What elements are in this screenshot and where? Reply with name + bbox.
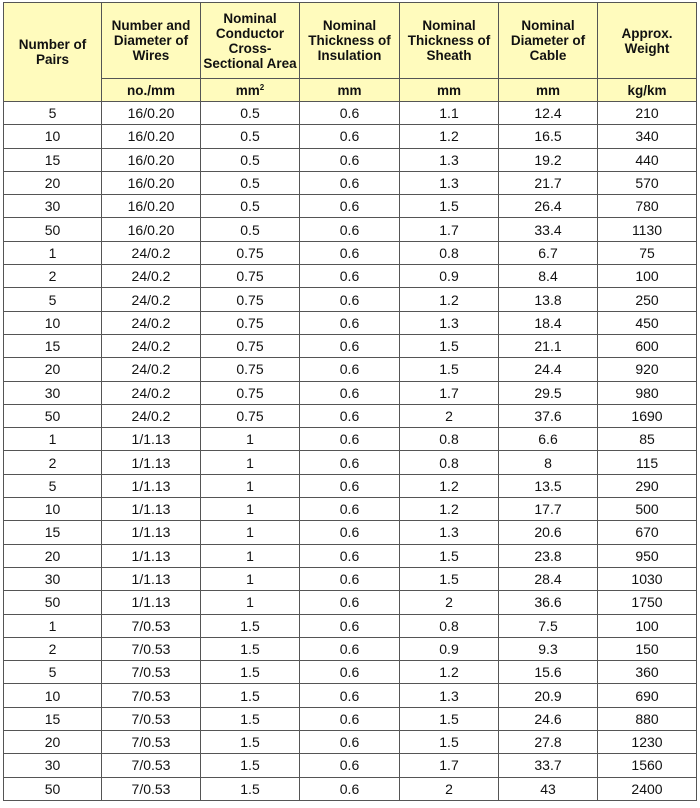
sheath-cell: 1.3: [400, 148, 499, 171]
unit-weight: kg/km: [598, 79, 697, 102]
header-approx-weight: Approx. Weight: [598, 3, 697, 79]
sheath-cell: 1.2: [400, 288, 499, 311]
area-cell: 1: [201, 498, 300, 521]
diameter-cell: 36.6: [499, 591, 598, 614]
table-row: [4, 754, 697, 777]
pairs-cell: 15: [4, 521, 102, 544]
insulation-cell: 0.6: [300, 311, 400, 334]
table-row: [4, 358, 697, 381]
table-row: [4, 451, 697, 474]
table-row: [4, 218, 697, 241]
wires-cell: 24/0.2: [102, 241, 201, 264]
weight-cell: 1690: [598, 404, 697, 427]
diameter-cell: 8.4: [499, 265, 598, 288]
wires-cell: 7/0.53: [102, 684, 201, 707]
wires-cell: 16/0.20: [102, 102, 201, 125]
wires-cell: 1/1.13: [102, 498, 201, 521]
weight-cell: 340: [598, 125, 697, 148]
header-sheath-thickness: Nominal Thickness of Sheath: [400, 3, 499, 79]
pairs-cell: 10: [4, 125, 102, 148]
wires-cell: 24/0.2: [102, 311, 201, 334]
wires-cell: 1/1.13: [102, 567, 201, 590]
sheath-cell: 1.5: [400, 544, 499, 567]
insulation-cell: 0.6: [300, 404, 400, 427]
weight-cell: 440: [598, 148, 697, 171]
area-cell: 0.5: [201, 148, 300, 171]
table-row: [4, 777, 697, 800]
wires-cell: 7/0.53: [102, 637, 201, 660]
pairs-cell: 30: [4, 195, 102, 218]
diameter-cell: 18.4: [499, 311, 598, 334]
diameter-cell: 20.9: [499, 684, 598, 707]
area-cell: 1.5: [201, 684, 300, 707]
sheath-cell: 0.9: [400, 265, 499, 288]
diameter-cell: 17.7: [499, 498, 598, 521]
pairs-cell: 2: [4, 451, 102, 474]
sheath-cell: 0.8: [400, 614, 499, 637]
sheath-cell: 1.3: [400, 311, 499, 334]
area-cell: 1: [201, 567, 300, 590]
table-row: [4, 661, 697, 684]
header-cable-diameter: Nominal Diameter of Cable: [499, 3, 598, 79]
weight-cell: 450: [598, 311, 697, 334]
pairs-cell: 10: [4, 498, 102, 521]
insulation-cell: 0.6: [300, 567, 400, 590]
table-row: [4, 381, 697, 404]
unit-area-exponent: 2: [259, 82, 265, 92]
wires-cell: 7/0.53: [102, 754, 201, 777]
weight-cell: 1560: [598, 754, 697, 777]
diameter-cell: 12.4: [499, 102, 598, 125]
area-cell: 1: [201, 428, 300, 451]
pairs-cell: 1: [4, 241, 102, 264]
diameter-cell: 26.4: [499, 195, 598, 218]
diameter-cell: 21.1: [499, 334, 598, 357]
area-cell: 0.75: [201, 334, 300, 357]
area-cell: 0.75: [201, 404, 300, 427]
unit-diameter: mm: [499, 79, 598, 102]
insulation-cell: 0.6: [300, 195, 400, 218]
sheath-cell: 1.2: [400, 125, 499, 148]
sheath-cell: 2: [400, 404, 499, 427]
insulation-cell: 0.6: [300, 684, 400, 707]
diameter-cell: 19.2: [499, 148, 598, 171]
area-cell: 1.5: [201, 754, 300, 777]
pairs-cell: 50: [4, 777, 102, 800]
table-row: [4, 567, 697, 590]
wires-cell: 1/1.13: [102, 428, 201, 451]
wires-cell: 16/0.20: [102, 148, 201, 171]
table-row: [4, 684, 697, 707]
area-cell: 1: [201, 451, 300, 474]
sheath-cell: 2: [400, 591, 499, 614]
insulation-cell: 0.6: [300, 591, 400, 614]
pairs-cell: 50: [4, 218, 102, 241]
diameter-cell: 24.4: [499, 358, 598, 381]
pairs-cell: 15: [4, 148, 102, 171]
insulation-cell: 0.6: [300, 125, 400, 148]
weight-cell: 500: [598, 498, 697, 521]
sheath-cell: 1.2: [400, 474, 499, 497]
wires-cell: 1/1.13: [102, 591, 201, 614]
pairs-cell: 2: [4, 637, 102, 660]
wires-cell: 24/0.2: [102, 404, 201, 427]
area-cell: 1: [201, 521, 300, 544]
area-cell: 0.5: [201, 102, 300, 125]
pairs-cell: 1: [4, 428, 102, 451]
diameter-cell: 6.7: [499, 241, 598, 264]
header-wires: Number and Diameter of Wires: [102, 3, 201, 79]
weight-cell: 150: [598, 637, 697, 660]
area-cell: 1: [201, 544, 300, 567]
sheath-cell: 0.8: [400, 451, 499, 474]
weight-cell: 100: [598, 265, 697, 288]
pairs-cell: 50: [4, 591, 102, 614]
area-cell: 1.5: [201, 707, 300, 730]
sheath-cell: 1.5: [400, 567, 499, 590]
table-row: [4, 265, 697, 288]
pairs-cell: 2: [4, 265, 102, 288]
sheath-cell: 1.2: [400, 498, 499, 521]
sheath-cell: 1.3: [400, 684, 499, 707]
unit-insulation: mm: [300, 79, 400, 102]
wires-cell: 1/1.13: [102, 451, 201, 474]
table-row: [4, 591, 697, 614]
table-body: [4, 102, 697, 801]
weight-cell: 100: [598, 614, 697, 637]
weight-cell: 75: [598, 241, 697, 264]
insulation-cell: 0.6: [300, 661, 400, 684]
insulation-cell: 0.6: [300, 171, 400, 194]
diameter-cell: 29.5: [499, 381, 598, 404]
insulation-cell: 0.6: [300, 451, 400, 474]
area-cell: 0.5: [201, 171, 300, 194]
table-row: [4, 731, 697, 754]
cable-spec-table: [3, 2, 697, 801]
pairs-cell: 10: [4, 684, 102, 707]
area-cell: 0.75: [201, 241, 300, 264]
pairs-cell: 20: [4, 544, 102, 567]
table-row: [4, 637, 697, 660]
weight-cell: 210: [598, 102, 697, 125]
diameter-cell: 6.6: [499, 428, 598, 451]
pairs-cell: 10: [4, 311, 102, 334]
wires-cell: 24/0.2: [102, 358, 201, 381]
insulation-cell: 0.6: [300, 731, 400, 754]
table-row: [4, 311, 697, 334]
wires-cell: 24/0.2: [102, 265, 201, 288]
diameter-cell: 9.3: [499, 637, 598, 660]
weight-cell: 570: [598, 171, 697, 194]
table-row: [4, 404, 697, 427]
weight-cell: 360: [598, 661, 697, 684]
wires-cell: 24/0.2: [102, 381, 201, 404]
table-row: [4, 148, 697, 171]
area-cell: 1.5: [201, 731, 300, 754]
sheath-cell: 1.7: [400, 381, 499, 404]
table-row: [4, 102, 697, 125]
weight-cell: 980: [598, 381, 697, 404]
sheath-cell: 1.5: [400, 195, 499, 218]
insulation-cell: 0.6: [300, 474, 400, 497]
diameter-cell: 23.8: [499, 544, 598, 567]
sheath-cell: 1.5: [400, 358, 499, 381]
pairs-cell: 5: [4, 102, 102, 125]
wires-cell: 16/0.20: [102, 195, 201, 218]
wires-cell: 7/0.53: [102, 614, 201, 637]
sheath-cell: 1.7: [400, 754, 499, 777]
sheath-cell: 1.5: [400, 707, 499, 730]
insulation-cell: 0.6: [300, 265, 400, 288]
weight-cell: 1030: [598, 567, 697, 590]
pairs-cell: 30: [4, 754, 102, 777]
wires-cell: 1/1.13: [102, 474, 201, 497]
table-row: [4, 334, 697, 357]
table-row: [4, 498, 697, 521]
weight-cell: 600: [598, 334, 697, 357]
diameter-cell: 21.7: [499, 171, 598, 194]
pairs-cell: 50: [4, 404, 102, 427]
diameter-cell: 13.8: [499, 288, 598, 311]
table-row: [4, 474, 697, 497]
area-cell: 1.5: [201, 637, 300, 660]
diameter-cell: 43: [499, 777, 598, 800]
weight-cell: 1750: [598, 591, 697, 614]
weight-cell: 115: [598, 451, 697, 474]
sheath-cell: 1.7: [400, 218, 499, 241]
area-cell: 1.5: [201, 661, 300, 684]
weight-cell: 290: [598, 474, 697, 497]
wires-cell: 7/0.53: [102, 777, 201, 800]
insulation-cell: 0.6: [300, 148, 400, 171]
table-row: [4, 521, 697, 544]
table-row: [4, 707, 697, 730]
table-row: [4, 614, 697, 637]
pairs-cell: 5: [4, 288, 102, 311]
unit-sheath: mm: [400, 79, 499, 102]
table-header: [4, 3, 697, 102]
diameter-cell: 27.8: [499, 731, 598, 754]
sheath-cell: 0.8: [400, 241, 499, 264]
insulation-cell: 0.6: [300, 614, 400, 637]
table-row: [4, 288, 697, 311]
wires-cell: 16/0.20: [102, 171, 201, 194]
table-row: [4, 544, 697, 567]
insulation-cell: 0.6: [300, 521, 400, 544]
sheath-cell: 0.9: [400, 637, 499, 660]
sheath-cell: 2: [400, 777, 499, 800]
wires-cell: 1/1.13: [102, 544, 201, 567]
weight-cell: 880: [598, 707, 697, 730]
insulation-cell: 0.6: [300, 218, 400, 241]
area-cell: 0.75: [201, 288, 300, 311]
wires-cell: 7/0.53: [102, 707, 201, 730]
insulation-cell: 0.6: [300, 381, 400, 404]
wires-cell: 1/1.13: [102, 521, 201, 544]
table-row: [4, 195, 697, 218]
pairs-cell: 20: [4, 731, 102, 754]
wires-cell: 24/0.2: [102, 334, 201, 357]
insulation-cell: 0.6: [300, 544, 400, 567]
area-cell: 1: [201, 591, 300, 614]
weight-cell: 950: [598, 544, 697, 567]
area-cell: 1: [201, 474, 300, 497]
area-cell: 0.75: [201, 311, 300, 334]
weight-cell: 250: [598, 288, 697, 311]
weight-cell: 920: [598, 358, 697, 381]
weight-cell: 780: [598, 195, 697, 218]
pairs-cell: 15: [4, 707, 102, 730]
insulation-cell: 0.6: [300, 428, 400, 451]
pairs-cell: 20: [4, 358, 102, 381]
pairs-cell: 5: [4, 474, 102, 497]
weight-cell: 85: [598, 428, 697, 451]
unit-wires: no./mm: [102, 79, 201, 102]
weight-cell: 1130: [598, 218, 697, 241]
area-cell: 1.5: [201, 614, 300, 637]
header-row: [4, 3, 697, 79]
diameter-cell: 37.6: [499, 404, 598, 427]
unit-area: [201, 79, 300, 102]
pairs-cell: 1: [4, 614, 102, 637]
sheath-cell: 0.8: [400, 428, 499, 451]
area-cell: 0.75: [201, 381, 300, 404]
area-cell: 0.5: [201, 218, 300, 241]
diameter-cell: 33.4: [499, 218, 598, 241]
diameter-cell: 8: [499, 451, 598, 474]
insulation-cell: 0.6: [300, 777, 400, 800]
table-row: [4, 125, 697, 148]
table-row: [4, 241, 697, 264]
insulation-cell: 0.6: [300, 707, 400, 730]
insulation-cell: 0.6: [300, 754, 400, 777]
diameter-cell: 13.5: [499, 474, 598, 497]
weight-cell: 670: [598, 521, 697, 544]
area-cell: 0.5: [201, 125, 300, 148]
area-cell: 0.5: [201, 195, 300, 218]
sheath-cell: 1.5: [400, 731, 499, 754]
diameter-cell: 15.6: [499, 661, 598, 684]
pairs-cell: 20: [4, 171, 102, 194]
header-insulation-thickness: Nominal Thickness of Insulation: [300, 3, 400, 79]
area-cell: 0.75: [201, 265, 300, 288]
weight-cell: 1230: [598, 731, 697, 754]
insulation-cell: 0.6: [300, 498, 400, 521]
wires-cell: 16/0.20: [102, 125, 201, 148]
table-row: [4, 171, 697, 194]
weight-cell: 2400: [598, 777, 697, 800]
diameter-cell: 16.5: [499, 125, 598, 148]
weight-cell: 690: [598, 684, 697, 707]
sheath-cell: 1.3: [400, 521, 499, 544]
pairs-cell: 30: [4, 381, 102, 404]
header-cross-sectional-area: Nominal Conductor Cross-Sectional Area: [201, 3, 300, 79]
insulation-cell: 0.6: [300, 334, 400, 357]
sheath-cell: 1.3: [400, 171, 499, 194]
diameter-cell: 20.6: [499, 521, 598, 544]
area-cell: 1.5: [201, 777, 300, 800]
unit-area-base: mm: [235, 82, 260, 98]
insulation-cell: 0.6: [300, 358, 400, 381]
diameter-cell: 24.6: [499, 707, 598, 730]
diameter-cell: 28.4: [499, 567, 598, 590]
wires-cell: 24/0.2: [102, 288, 201, 311]
area-cell: 0.75: [201, 358, 300, 381]
pairs-cell: 30: [4, 567, 102, 590]
diameter-cell: 33.7: [499, 754, 598, 777]
insulation-cell: 0.6: [300, 102, 400, 125]
header-number-of-pairs: Number of Pairs: [4, 3, 102, 102]
sheath-cell: 1.1: [400, 102, 499, 125]
insulation-cell: 0.6: [300, 288, 400, 311]
sheath-cell: 1.2: [400, 661, 499, 684]
wires-cell: 16/0.20: [102, 218, 201, 241]
diameter-cell: 7.5: [499, 614, 598, 637]
wires-cell: 7/0.53: [102, 731, 201, 754]
pairs-cell: 15: [4, 334, 102, 357]
insulation-cell: 0.6: [300, 637, 400, 660]
units-row: [4, 79, 697, 102]
insulation-cell: 0.6: [300, 241, 400, 264]
pairs-cell: 5: [4, 661, 102, 684]
table-row: [4, 428, 697, 451]
wires-cell: 7/0.53: [102, 661, 201, 684]
sheath-cell: 1.5: [400, 334, 499, 357]
